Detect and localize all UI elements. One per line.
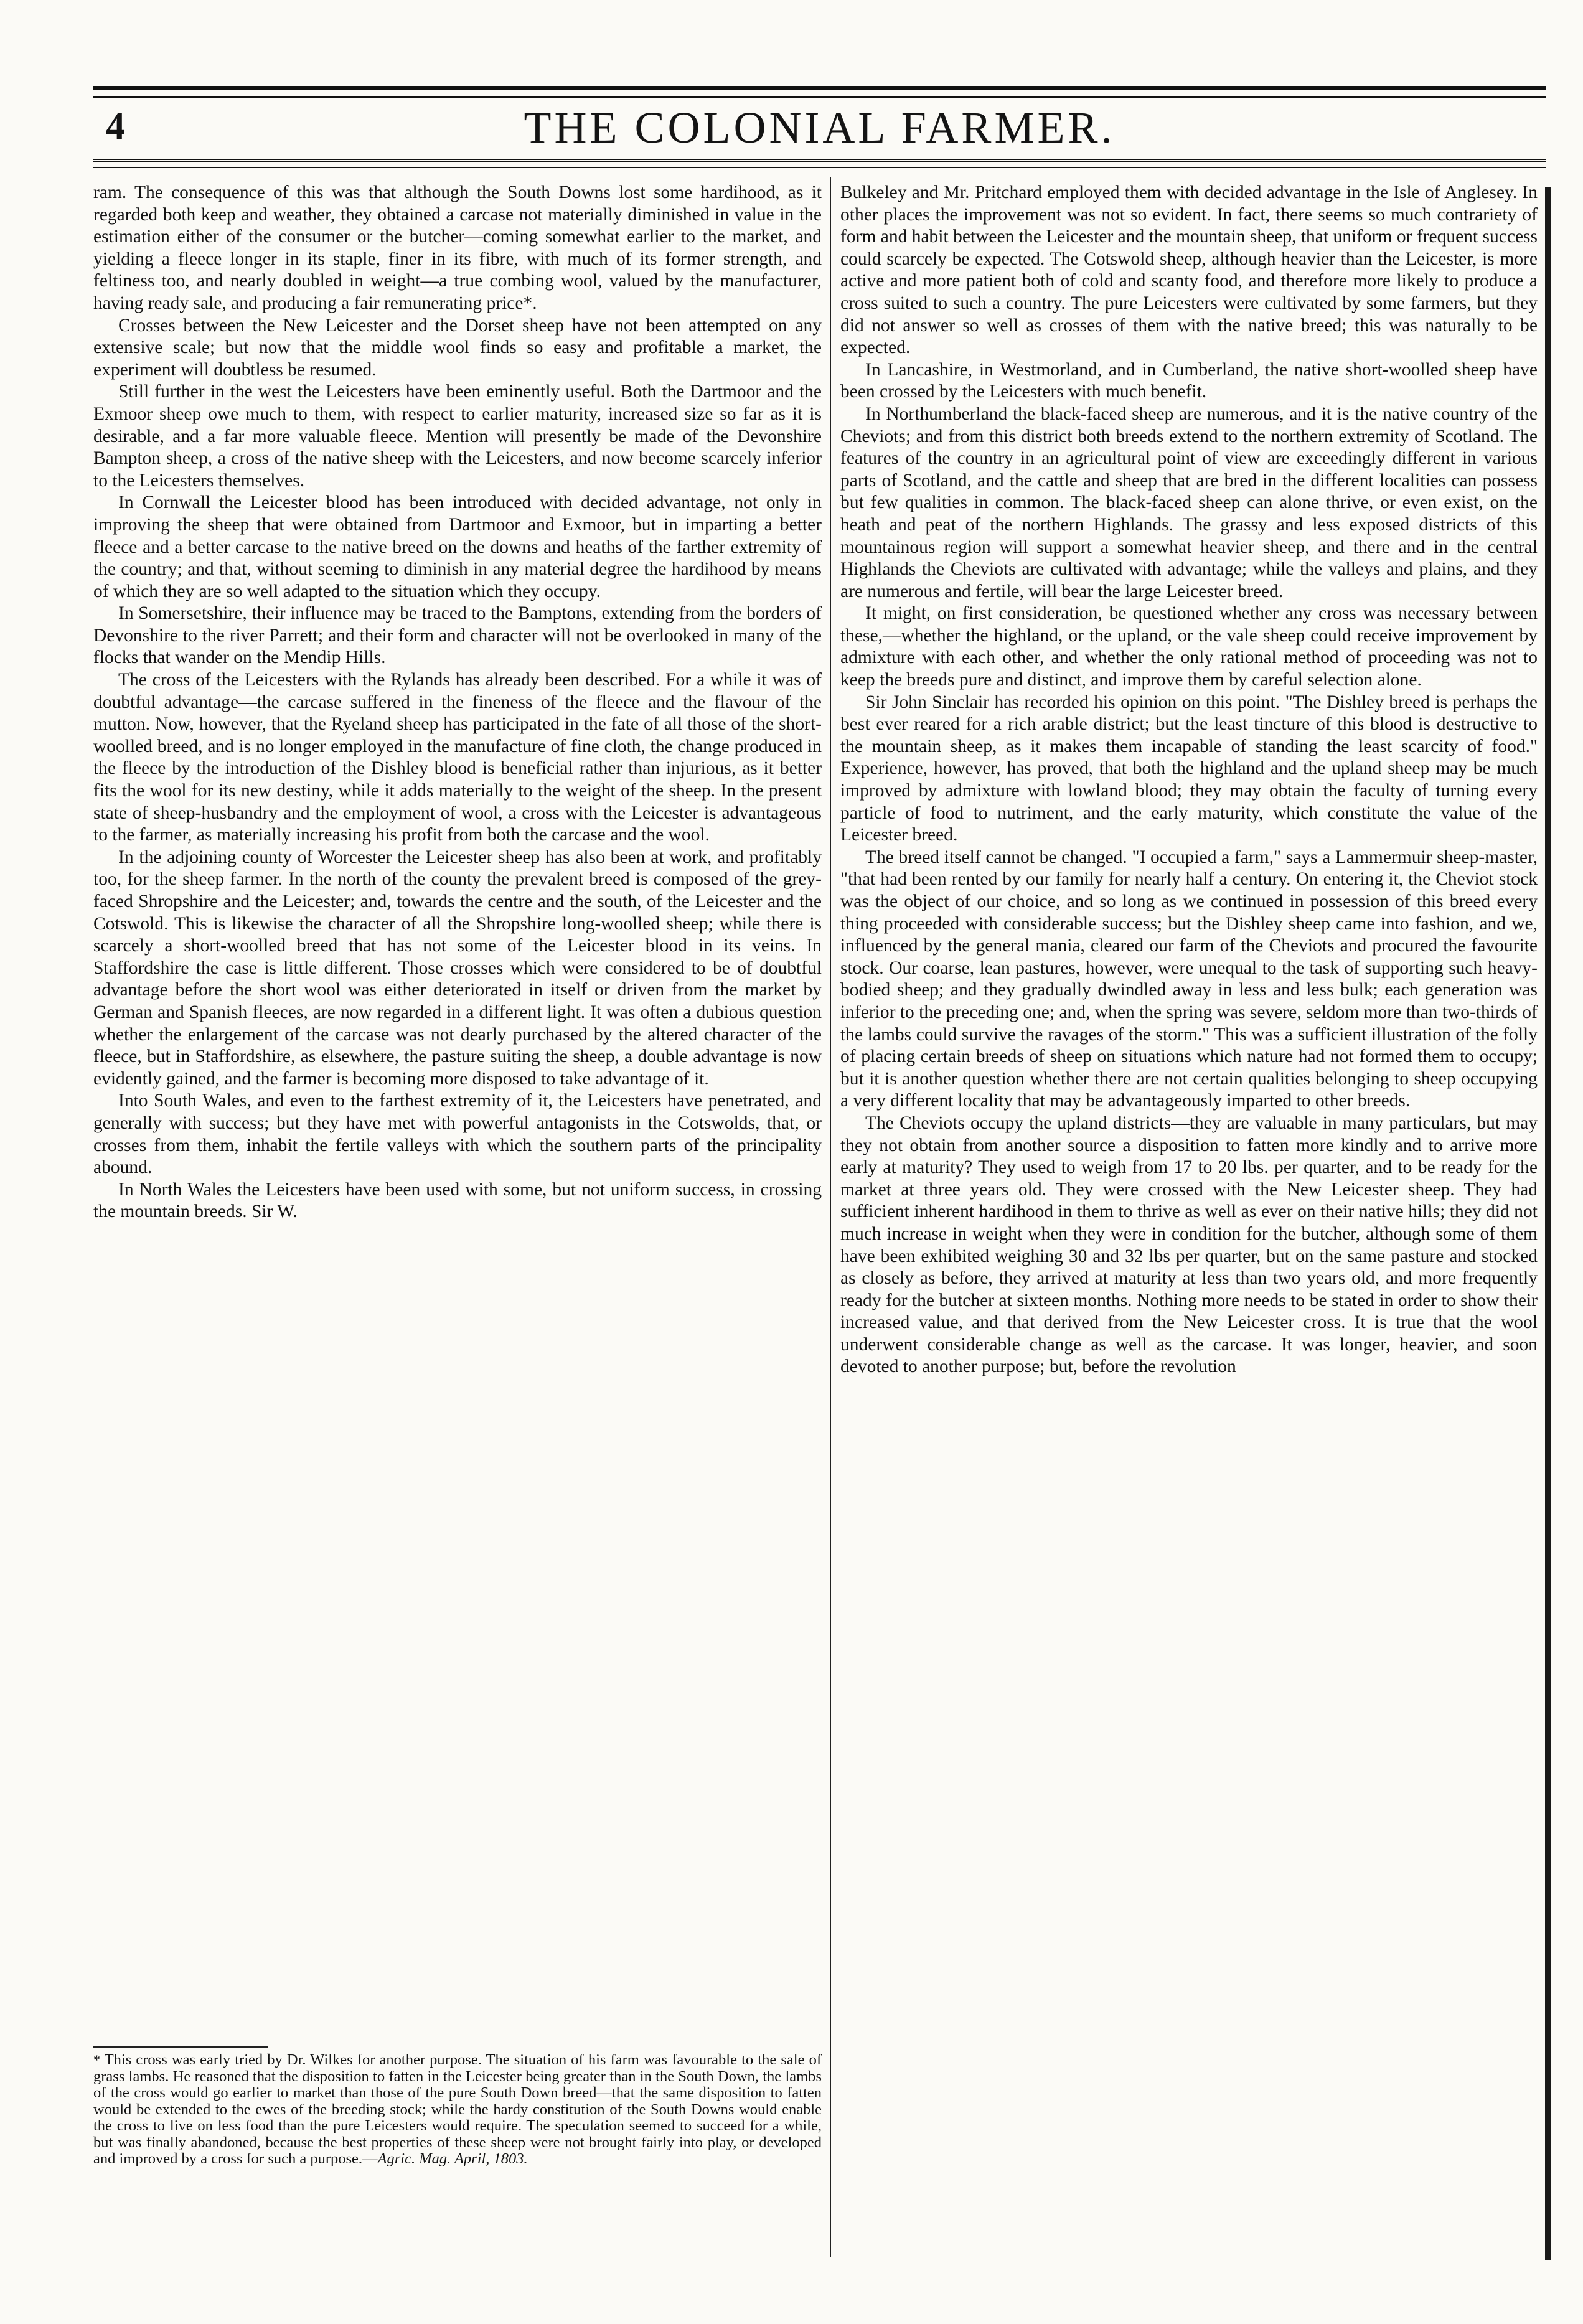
paragraph: In Lancashire, in Westmorland, and in Cumberland, the native short-woolled sheep have been crossed by the Leicesters with much benefit. [840, 359, 1538, 402]
footnote-mark: * [93, 2052, 100, 2068]
paragraph: In North Wales the Leicesters have been used with some, but not uniform success, in crossing the mountain breeds. Sir W. [93, 1179, 822, 1222]
paragraph: In the adjoining county of Worcester the Leicester sheep has also been at work, and profitably too, for the sheep farmer. In the north of the county the prevalent breed is composed of the grey-faced Shropshire and the Leicester; and, towards the centre and the south, of the Leicester and the Cotswold. This is likewise the character of all the Shropshire long-woolled sheep; while there is scarcely a short-woolled breed that has not some of the Leicester blood in its veins. In Staffordshire the case is little different. Those crosses which were considered to be of doubtful advantage before the short wool was either deteriorated in itself or driven from the market by German and Spanish fleeces, are now regarded in a different light. It was often a dubious question whether the enlargement of the carcase was not dearly purchased by the altered character of the fleece, but in Staffordshire, as elsewhere, the pasture suiting the sheep, a double advantage is now evidently gained, and the farmer is becoming more disposed to take advantage of it. [93, 847, 822, 1089]
column-divider [830, 177, 831, 2257]
footnote-rule [93, 2046, 268, 2048]
footnote [93, 2052, 822, 2168]
paragraph: Sir John Sinclair has recorded his opinion on this point. "The Dishley breed is perhaps the best ever reared for a rich arable district; but the least tincture of this blood is destructive to the mountain sheep, as it makes them incapable of standing the least scarcity of food." Experience, however, has proved, that both the highland and the upland sheep may be much improved by admixture with lowland blood; they may obtain the faculty of turning every particle of food to nutriment, and the early maturity, which constitute the value of the Leicester breed. [840, 692, 1538, 845]
left-column [93, 182, 822, 1223]
paragraph: The cross of the Leicesters with the Rylands has already been described. For a while it was of doubtful advantage—the carcase suffered in the fineness of the fleece and the flavour of the mutton. Now, however, that the Ryeland sheep has participated in the fate of all those of the short-woolled breed, and is no longer employed in the manufacture of fine cloth, the change produced in the fleece by the introduction of the Dishley blood is beneficial rather than injurious, as it better fits the wool for its new destiny, while it adds materially to the weight of the sheep. In the present state of sheep-husbandry and the employment of wool, a cross with the Leicester is advantageous to the farmer, as materially increasing his profit from both the carcase and the wool. [93, 670, 822, 845]
paragraph: In Cornwall the Leicester blood has been introduced with decided advantage, not only in improving the sheep that were obtained from Dartmoor and Exmoor, but in imparting a better fleece and a better carcase to the native breed on the downs and heaths of the farther extremity of the country; and that, without seeming to diminish in any material degree the hardihood by means of which they are so well adapted to the situation which they occupy. [93, 492, 822, 601]
header-rule [93, 159, 1546, 168]
paragraph: The breed itself cannot be changed. "I occupied a farm," says a Lammermuir sheep-master, "that had been rented by our family for nearly half a century. On entering it, the Cheviot stock was the object of our choice, and so long as we continued in possession of this breed every thing proceeded with considerable success; but the Dishley sheep came into fashion, and we, influenced by the general mania, cleared our farm of the Cheviots and procured the favourite stock. Our coarse, lean pastures, however, were unequal to the task of supporting such heavy-bodied sheep; and they gradually dwindled away in less and less bulk; each generation was inferior to the preceding one; and, when the spring was severe, seldom more than two-thirds of the lambs could survive the ravages of the storm." This was a sufficient illustration of the folly of placing certain breeds of sheep on situations which nature had not formed them to occupy; but it is another question whether there are not certain qualities belonging to sheep occupying a very different locality that may be advantageously imparted to other breeds. [840, 847, 1538, 1111]
footnote-source: Agric. Mag. April, 1803. [377, 2150, 528, 2167]
paragraph: The Cheviots occupy the upland districts—they are valuable in many particulars, but may they not obtain from another source a disposition to fatten more kindly and to arrive more early at maturity? They used to weigh from 17 to 20 lbs. per quarter, and to be ready for the market at three years old. They were crossed with the New Leicester sheep. They had sufficient inherent hardihood in them to thrive as well as ever on their native hills; they did not much increase in weight when they were in condition for the butcher, although some of them have been exhibited weighing 30 and 32 lbs per quarter, but on the same pasture and stocked as closely as before, they arrived at maturity at less than two years old, and more frequently ready for the butcher at sixteen months. Nothing more needs to be stated in order to show their increased value, and that derived from the New Leicester cross. It is true that the wool underwent considerable change as well as the carcase. It was longer, heavier, and soon devoted to another purpose; but, before the revolution [840, 1113, 1538, 1377]
paragraph: Bulkeley and Mr. Pritchard employed them with decided advantage in the Isle of Anglesey. In other places the improvement was not so evident. In fact, there seems so much contrariety of form and habit between the Leicester and the mountain sheep, that uniform or frequent success could scarcely be expected. The Cotswold sheep, although heavier than the Leicester, is more active and more patient both of cold and scanty food, and therefore more likely to produce a cross suited to such a country. The pure Leicesters were cultivated by some farmers, but they did not answer so well as crosses of them with the native breed; this was naturally to be expected. [840, 182, 1538, 358]
top-rule [93, 86, 1546, 98]
paragraph: In Northumberland the black-faced sheep are numerous, and it is the native country of the Cheviots; and from this district both breeds extend to the northern extremity of Scotland. The features of the country in an agricultural point of view are exceedingly different in various parts of Scotland, and the cattle and sheep that are bred in the different localities can possess but few qualities in common. The black-faced sheep can alone thrive, or even exist, on the heath and peat of the northern Highlands. The grassy and less exposed districts of this mountainous region will support a somewhat heavier sheep, and there and in the central Highlands the Cheviots are cultivated with advantage; while the valleys and plains, and they are numerous and fertile, will bear the large Leicester breed. [840, 403, 1538, 601]
right-column [840, 182, 1538, 1378]
page-header [93, 100, 1546, 157]
masthead-title: THE COLONIAL FARMER. [524, 103, 1116, 153]
page-edge-shadow [1545, 187, 1551, 2260]
paragraph: It might, on first consideration, be questioned whether any cross was necessary between these,—whether the highland, or the upland, or the vale sheep could receive improvement by admixture with each other, and whether the only rational method of proceeding was not to keep the breeds pure and distinct, and improve them by careful selection alone. [840, 603, 1538, 690]
paragraph: Still further in the west the Leicesters have been eminently useful. Both the Dartmoor and the Exmoor sheep owe much to them, with respect to earlier maturity, increased size so far as it is desirable, and a far more valuable fleece. Mention will presently be made of the Devonshire Bampton sheep, a cross of the native sheep with the Leicesters, and now become scarcely inferior to the Leicesters themselves. [93, 382, 822, 491]
footnote-text: This cross was early tried by Dr. Wilkes for another purpose. The situation of his farm was favourable to the sale of grass lambs. He reasoned that the disposition to fatten in the Leicester being greater than in the South Down, the lambs of the cross would go earlier to market than those of the pure South Down breed—that the same disposition to fatten would be extended to the ewes of the breeding stock; while the hardy constitution of the South Downs would enable the cross to live on less food than the pure Leicesters would require. The speculation seemed to succeed for a while, but was finally abandoned, because the best properties of these sheep were not brought fairly into play, or developed and improved by a cross for such a purpose.— [93, 2051, 822, 2167]
paragraph: Into South Wales, and even to the farthest extremity of it, the Leicesters have penetrated, and generally with success; but they have met with powerful antagonists in the Cotswolds, that, or crosses from them, inhabit the fertile valleys with which the southern parts of the principality abound. [93, 1091, 822, 1178]
paragraph: Crosses between the New Leicester and the Dorset sheep have not been attempted on any extensive scale; but now that the middle wool finds so easy and profitable a market, the experiment will doubtless be resumed. [93, 315, 822, 380]
paragraph: In Somersetshire, their influence may be traced to the Bamptons, extending from the borders of Devonshire to the river Parrett; and their form and character will not be overlooked in many of the flocks that wander on the Mendip Hills. [93, 603, 822, 668]
paragraph: ram. The consequence of this was that although the South Downs lost some hardihood, as it regarded both keep and weather, they obtained a carcase not materially diminished in value in the estimation either of the consumer or the butcher—coming somewhat earlier to the market, and yielding a fleece longer in its staple, finer in its fibre, with much of its former strength, and feltiness too, and nearly doubled in weight—a true combing wool, valued by the manufacturer, having ready sale, and producing a fair remunerating price*. [93, 182, 822, 313]
page-number: 4 [106, 105, 125, 148]
